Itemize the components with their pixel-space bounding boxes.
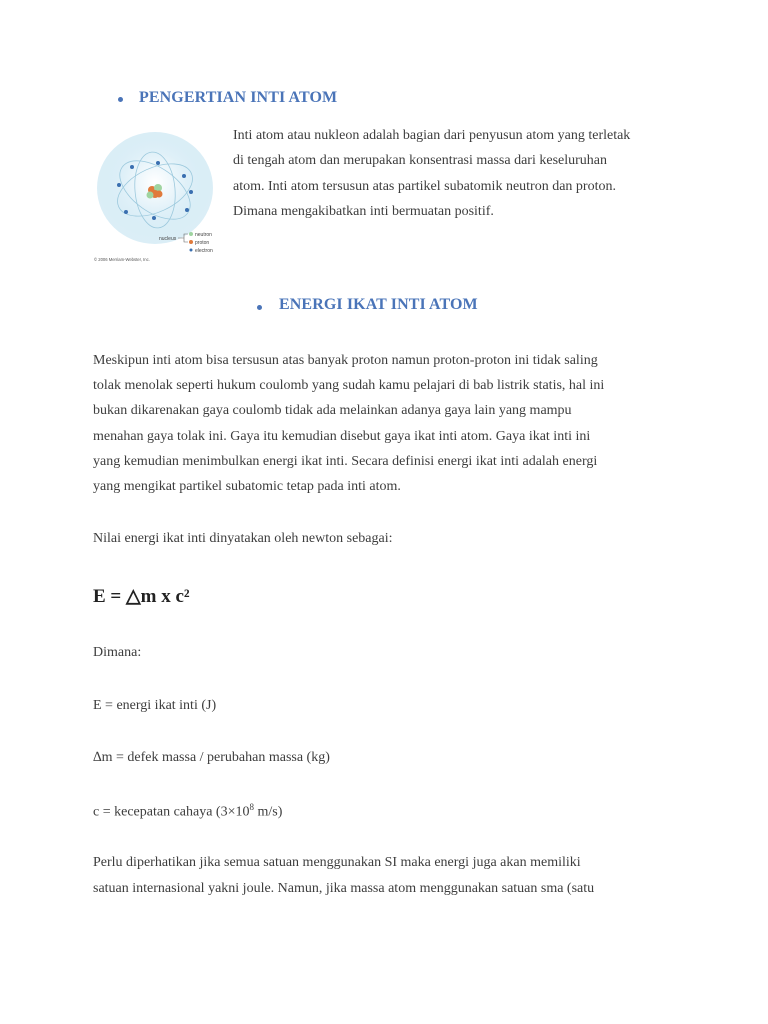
section1-line-2: di tengah atom dan merupakan konsentrasi massa dari keseluruhan bbox=[233, 153, 607, 168]
definition-c-exponent: 8 bbox=[249, 802, 254, 812]
dimana-label: Dimana: bbox=[93, 645, 142, 660]
section1-line-4: Dimana mengakibatkan inti bermuatan positif. bbox=[233, 204, 494, 219]
section2-line-6: yang mengikat partikel subatomic tetap pada inti atom. bbox=[93, 479, 401, 494]
legend-proton-label: proton bbox=[195, 240, 210, 246]
section2-line-1: Meskipun inti atom bisa tersusun atas banyak proton namun proton-proton ini tidak saling bbox=[93, 353, 598, 368]
definition-delta-m: ∆m = defek massa / perubahan massa (kg) bbox=[93, 750, 330, 765]
legend-neutron-label: neutron bbox=[195, 232, 212, 238]
section-heading-energi: ENERGI IKAT INTI ATOM bbox=[279, 296, 478, 313]
section2-line-5: yang kemudian menimbulkan energi ikat inti. Secara definisi energi ikat inti adalah energi bbox=[93, 454, 598, 469]
section2-line-2: tolak menolak seperti hukum coulomb yang sudah kamu pelajari di bab listrik statis, hal ini bbox=[93, 378, 605, 393]
atom-diagram bbox=[92, 130, 224, 266]
definition-c-suffix: m/s) bbox=[253, 804, 283, 820]
formula-intro: Nilai energi ikat inti dinyatakan oleh newton sebagai: bbox=[93, 531, 393, 546]
figure-copyright: © 2006 Merriam-Webster, Inc. bbox=[94, 257, 150, 262]
closing-line-1: Perlu diperhatikan jika semua satuan menggunakan SI maka energi juga akan memiliki bbox=[93, 855, 581, 870]
legend-nucleus-label: nucleus bbox=[159, 236, 177, 242]
binding-energy-formula: E = △m x c² bbox=[93, 586, 190, 607]
definition-c bbox=[93, 802, 282, 821]
definition-c-prefix: c = kecepatan cahaya (3×10 bbox=[93, 804, 250, 820]
section1-line-3: atom. Inti atom tersusun atas partikel subatomik neutron dan proton. bbox=[233, 179, 616, 194]
section-heading-pengertian: PENGERTIAN INTI ATOM bbox=[139, 89, 338, 106]
closing-line-2: satuan internasional yakni joule. Namun, jika massa atom menggunakan satuan sma (satu bbox=[93, 881, 595, 896]
section2-line-4: menahan gaya tolak ini. Gaya itu kemudian disebut gaya ikat inti atom. Gaya ikat inti ini bbox=[93, 429, 591, 444]
definition-e: E = energi ikat inti (J) bbox=[93, 698, 217, 713]
legend-electron-label: electron bbox=[195, 248, 213, 254]
bullet-icon bbox=[257, 305, 262, 310]
section1-line-1: Inti atom atau nukleon adalah bagian dari penyusun atom yang terletak bbox=[233, 128, 631, 143]
bullet-icon bbox=[118, 97, 123, 102]
section2-line-3: bukan dikarenakan gaya coulomb tidak ada melainkan adanya gaya lain yang mampu bbox=[93, 403, 572, 418]
